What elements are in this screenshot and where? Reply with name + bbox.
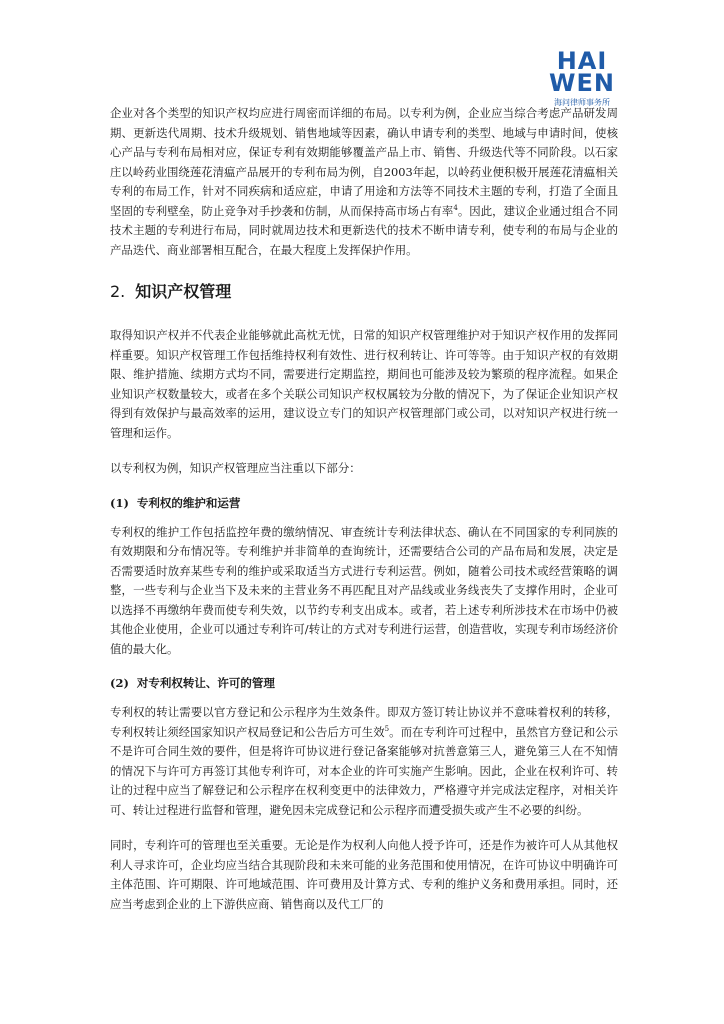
subsection-number-1: (1) xyxy=(110,495,129,510)
logo-line-1: HAI xyxy=(556,47,608,75)
paragraph-license-management: 同时，专利许可的管理也至关重要。无论是作为权利人向他人授予许可，还是作为被许可人从其他权利人寻求许可，企业均应当结合其现阶段和未来可能的业务范围和使用情况，在许可协议中明确许可主体范围、许可期限、许可地域范围、许可费用及计算方式、专利的维护义务和费用承担。同时，还应当考虑到企业的上下游供应商、销售商以及代工厂的 xyxy=(110,838,618,911)
subsection-heading-1 xyxy=(110,495,618,511)
footnote-ref-5[interactable]: 5 xyxy=(384,724,390,733)
subsection-title-1: 专利权的维护和运营 xyxy=(136,495,241,510)
subsection-title-2: 对专利权转让、许可的管理 xyxy=(136,676,275,690)
paragraph-patent-transfer-text: 专利权的转让需要以官方登记和公示程序为生效条件。即双方签订转让协议并不意味着权利的转移，专利权转让须经国家知识产权局登记和公告后方可生效 xyxy=(110,705,618,739)
section-heading xyxy=(110,279,618,302)
section-number: 2. xyxy=(110,282,126,301)
logo-line-2: WEN xyxy=(549,69,615,97)
paragraph-patent-transfer-tail: 。而在专利许可过程中，虽然官方登记和公示不是许可合同生效的要件，但是将许可协议进行登记备案能够对抗善意第三人，避免第三人在不知情的情况下与许可方再签订其他专利许可，对本企业的许可实施产生影响。因此，企业在权利许可、转让的过程中应当了解登记和公示程序在权利变更中的法律效力，严格遵守并完成法定程序，对相关许可、转让过程进行监督和管理，避免因未完成登记和公示程序而遭受损失或产生不必要的纠纷。 xyxy=(110,724,618,817)
paragraph-patent-layout-text: 企业对各个类型的知识产权均应进行周密而详细的布局。以专利为例，企业应当综合考虑产品研发周期、更新迭代周期、技术升级规划、销售地域等因素，确认申请专利的类型、地域与申请时间，使核心产品与专利布局相对应，保证专利有效期能够覆盖产品上市、销售、升级迭代等不同阶段。以石家庄以岭药业围绕莲花清瘟产品展开的专利布局为例，自2003年起，以岭药业便积极开展莲花清瘟相关专利的布局工作，针对不同疾病和适应症，申请了用途和方法等不同技术主题的专利，打造了全面且坚固的专利壁垒，防止竞争对手抄袭和仿制，从而保持高市场占有率 xyxy=(110,106,618,218)
document-body xyxy=(110,104,618,930)
paragraph-patent-layout xyxy=(110,104,618,260)
footnote-ref-4[interactable]: 4 xyxy=(453,203,458,212)
paragraph-patent-transfer xyxy=(110,703,618,820)
paragraph-ip-management: 取得知识产权并不代表企业能够就此高枕无忧，日常的知识产权管理维护对于知识产权作用的发挥同样重要。知识产权管理工作包括维持权利有效性、进行权利转让、许可等等。由于知识产权的有效期限、维护措施、续期方式均不同，需要进行定期监控，期间也可能涉及较为繁琐的程序流程。如果企业知识产权数量较大，或者在多个关联公司知识产权权属较为分散的情况下，为了保证企业知识产权得到有效保护与最高效率的运用，建议设立专门的知识产权管理部门或公司，以对知识产权进行统一管理和运作。 xyxy=(110,328,618,440)
section-title: 知识产权管理 xyxy=(135,282,232,301)
subsection-heading-2 xyxy=(110,675,618,691)
subsection-number-2: (2) xyxy=(110,676,129,690)
logo-firm-name: 海问律师事务所 xyxy=(554,98,610,107)
haiwen-logo xyxy=(546,47,618,108)
paragraph-intro-list: 以专利权为例，知识产权管理应当注重以下部分： xyxy=(110,461,361,475)
paragraph-patent-layout-tail: 。因此，建议企业通过组合不同技术主题的专利进行布局，同时就周边技术和更新迭代的技术不断申请专利，使专利的布局与企业的产品迭代、商业部署相互配合，在最大程度上发挥保护作用。 xyxy=(110,203,618,257)
paragraph-patent-maintenance: 专利权的维护工作包括监控年费的缴纳情况、审查统计专利法律状态、确认在不同国家的专利同族的有效期限和分布情况等。专利维护并非简单的查询统计，还需要结合公司的产品布局和发展，决定是否需要适时放弃某些专利的维护或采取适当方式进行专利运营。例如，随着公司技术或经营策略的调整，一些专利与企业当下及未来的主营业务不再匹配且对产品线或业务线丧失了支撑作用时，企业可以选择不再缴纳年费而使专利失效，以节约专利支出成本。或者，若上述专利所涉技术在市场中仍被其他企业使用，企业可以通过专利许可/转让的方式对专利进行运营，创造营收，实现专利市场经济价值的最大化。 xyxy=(110,524,618,656)
